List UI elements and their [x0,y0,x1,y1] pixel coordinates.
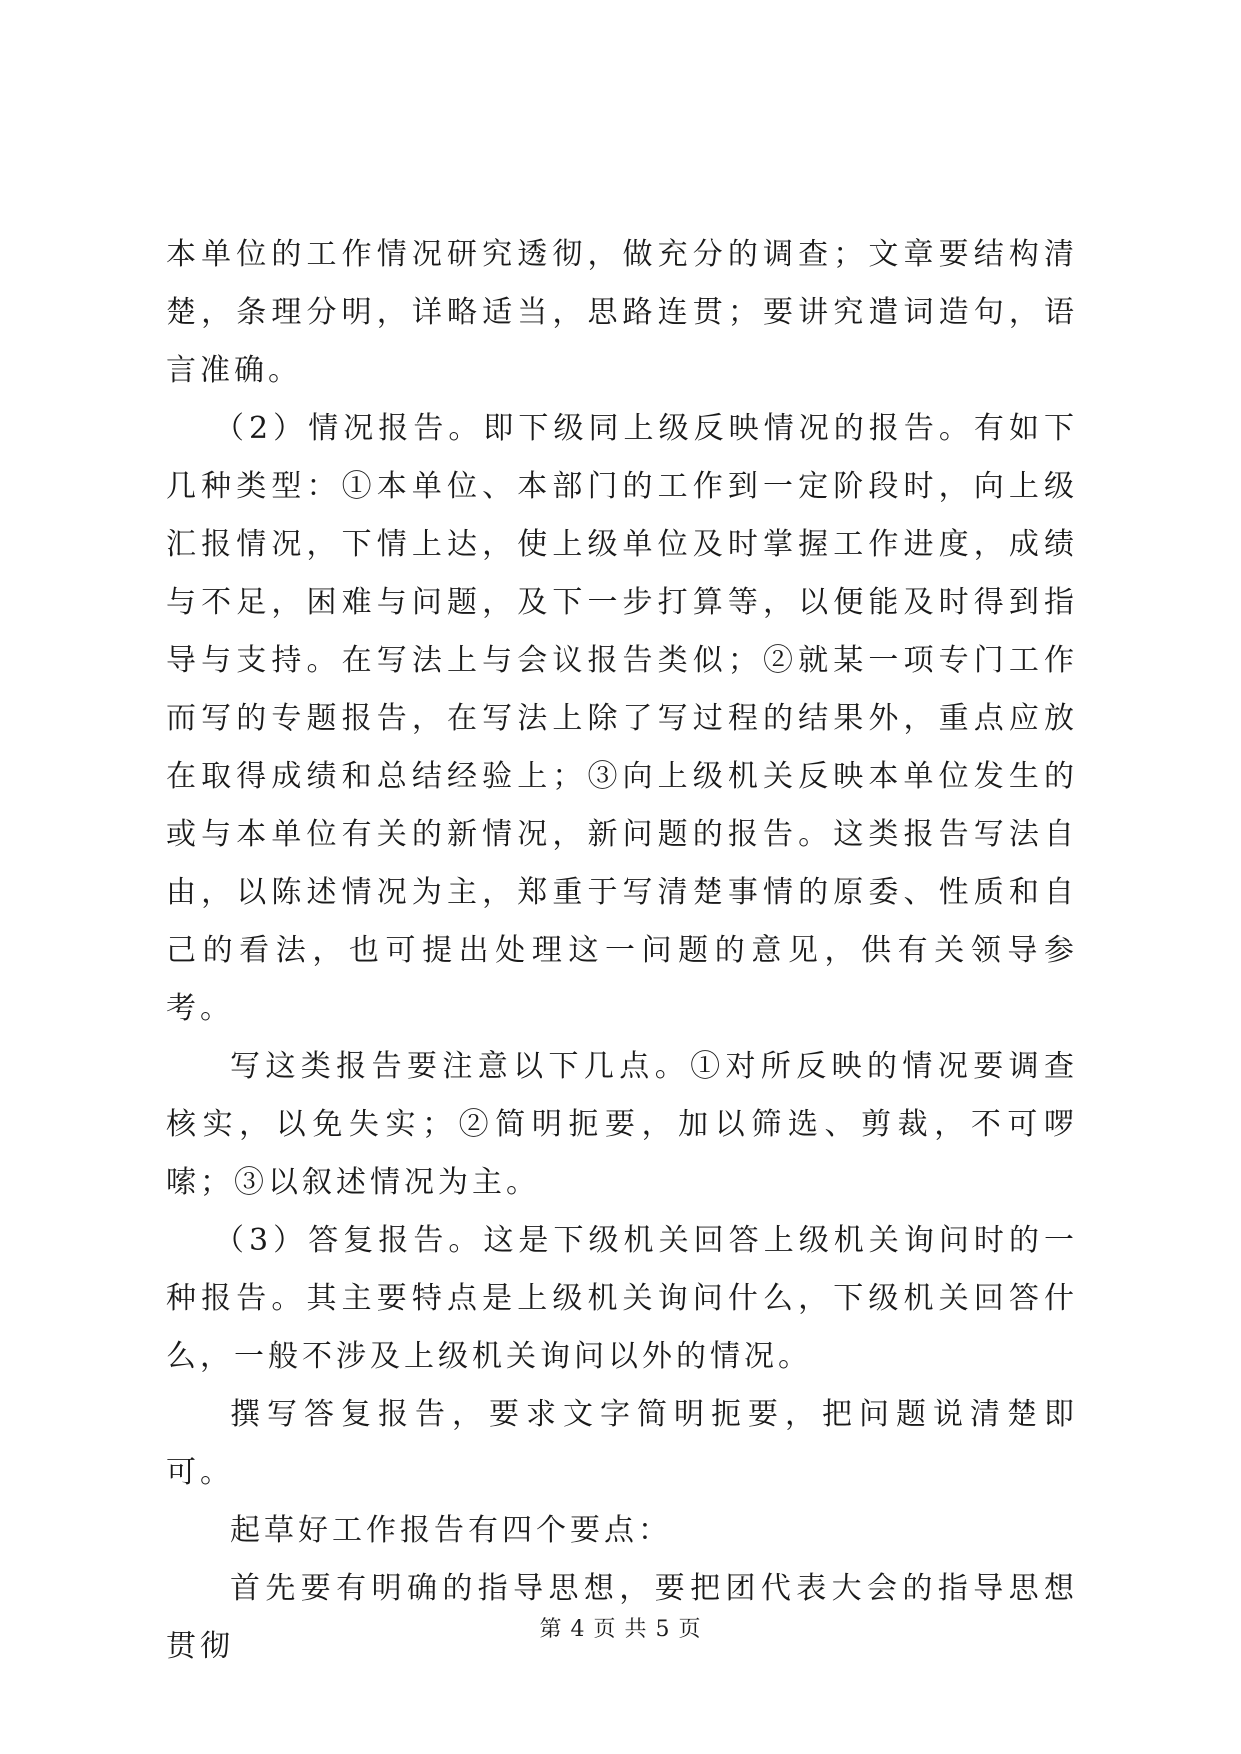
paragraph-continuation: 本单位的工作情况研究透彻，做充分的调查；文章要结构清楚，条理分明，详略适当，思路连贯；要讲究遣词造句，语言准确。 [166,237,1078,388]
paragraph-reply-writing: 撰写答复报告，要求文字简明扼要，把问题说清楚即可。 [166,1397,1078,1490]
document-body [166,226,1078,1676]
paragraph-key-points-intro: 起草好工作报告有四个要点： [230,1513,672,1548]
paragraph-first-point: 首先要有明确的指导思想，要把团代表大会的指导思想贯彻 [166,1571,1078,1664]
paragraph-situation-report: （2）情况报告。即下级同上级反映情况的报告。有如下几种类型：①本单位、本部门的工作到一定阶段时，向上级汇报情况，下情上达，使上级单位及时掌握工作进度，成绩与不足，困难与问题，及下一步打算等，以便能及时得到指导与支持。在写法上与会议报告类似；②就某一项专门工作而写的专题报告，在写法上除了写过程的结果外，重点应放在取得成绩和总结经验上；③向上级机关反映本单位发生的或与本单位有关的新情况，新问题的报告。这类报告写法自由，以陈述情况为主，郑重于写清楚事情的原委、性质和自己的看法，也可提出处理这一问题的意见，供有关领导参考。 [166,411,1078,1026]
page-number-footer: 第 4 页 共 5 页 [539,1617,702,1642]
paragraph-reply-report: （3）答复报告。这是下级机关回答上级机关询问时的一种报告。其主要特点是上级机关询问什么，下级机关回答什么，一般不涉及上级机关询问以外的情况。 [166,1223,1078,1374]
paragraph-writing-notes: 写这类报告要注意以下几点。①对所反映的情况要调查核实，以免失实；②简明扼要，加以筛选、剪裁，不可啰嗦；③以叙述情况为主。 [166,1049,1078,1200]
